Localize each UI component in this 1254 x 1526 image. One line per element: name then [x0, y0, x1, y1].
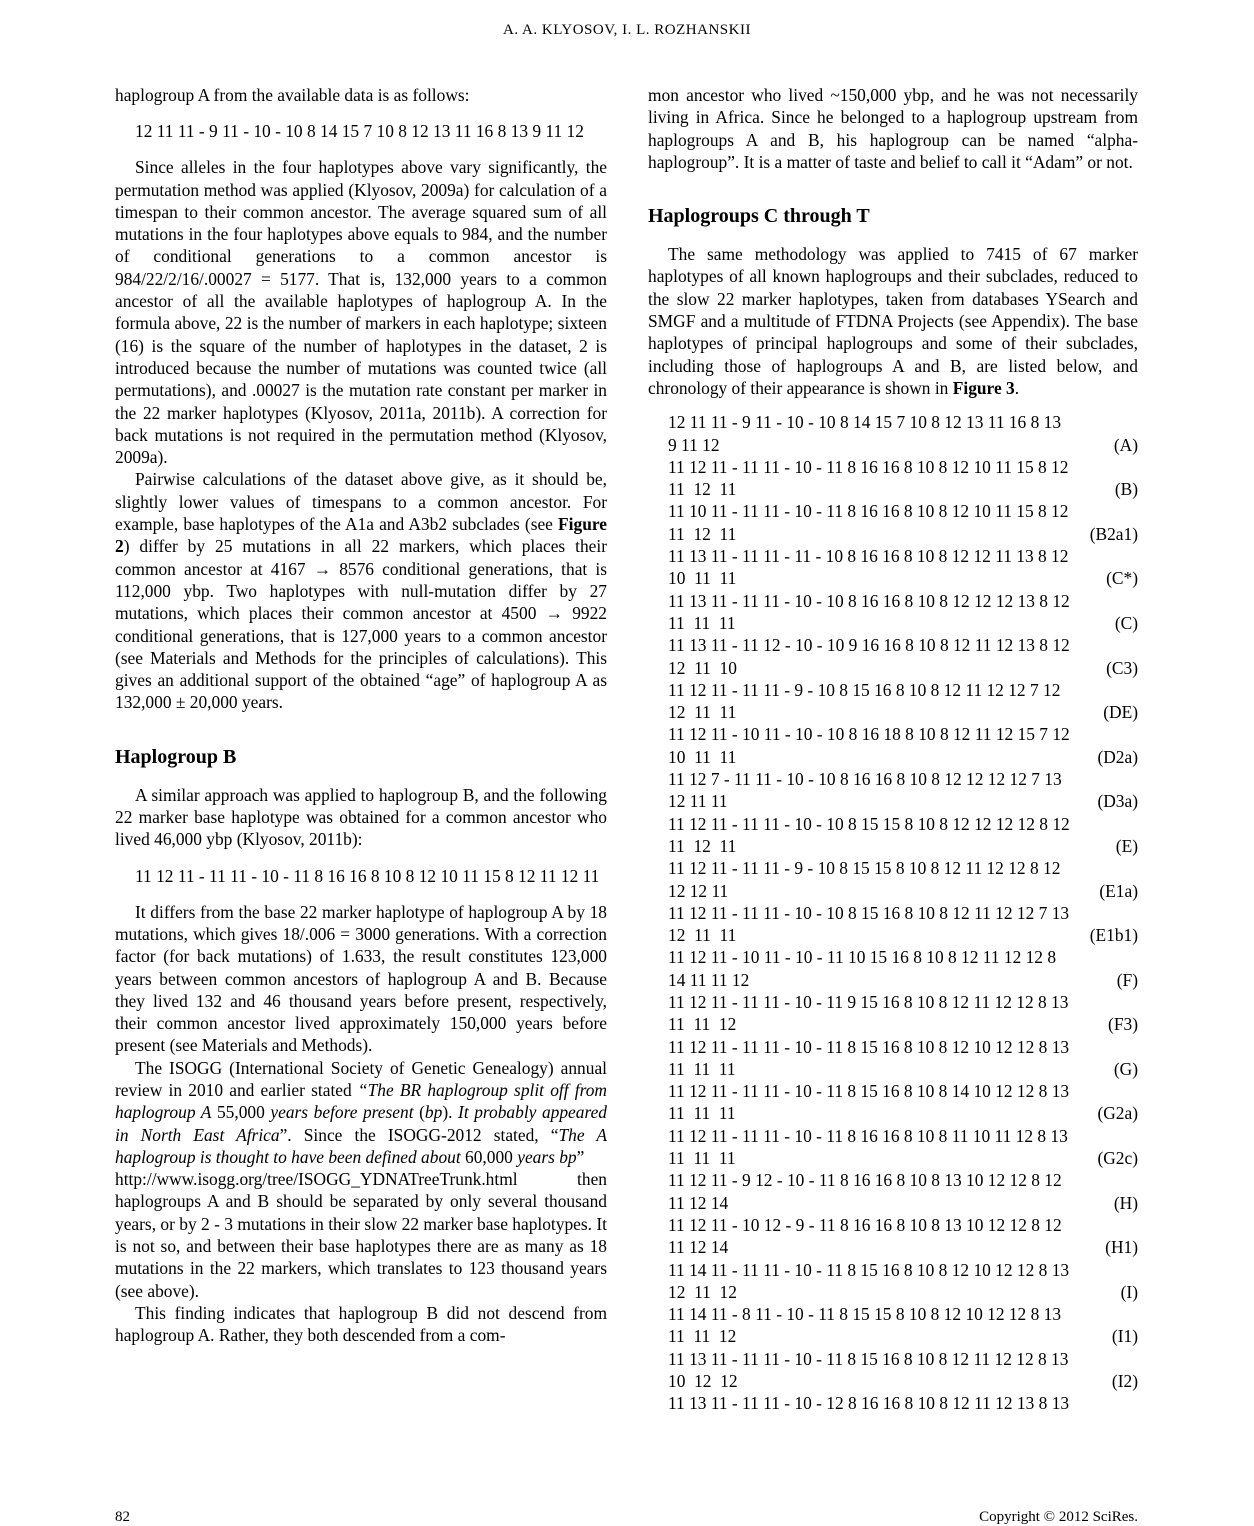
- haplogroup-label: (F): [1116, 969, 1138, 990]
- paragraph: It differs from the base 22 marker haplotype of haplogroup A by 18 mutations, which gives 18/.006 = 3000 generations. With a correction factor (for back mutations) of 1.633, the result constitutes 123,000 years between common ancestors of haplogroup A and B. Because they lived 132 and 46 thousand years before present, respectively, their common ancestor lived approximately 150,000 years before present (see Materials and Methods).: [115, 901, 607, 1056]
- haplotype-markers: 11 13 11 - 11 11 - 10 - 10 8 16 16 8 10 8 12 12 12 13 8 12: [668, 590, 1070, 611]
- haplogroup-label: (I2): [1111, 1371, 1138, 1392]
- haplotype-markers: 11 14 11 - 8 11 - 10 - 11 8 15 15 8 10 8 12 10 12 12 8 13: [668, 1304, 1062, 1325]
- haplotype-markers-cont: 11 12 11: [668, 835, 737, 856]
- haplotype-markers-cont: 12 11 10: [668, 657, 737, 678]
- haplotype-markers-cont: 11 11 12: [668, 1014, 737, 1035]
- haplotype-markers: 11 12 11 - 11 11 - 10 - 10 8 15 16 8 10 8 12 11 12 12 7 13: [668, 902, 1070, 923]
- haplotype-row: [668, 1192, 1138, 1214]
- haplotype-markers: 11 13 11 - 11 11 - 10 - 11 8 15 16 8 10 8 12 11 12 12 8 13: [668, 1348, 1069, 1369]
- haplotype-markers: 11 13 11 - 11 11 - 10 - 12 8 16 16 8 10 8 12 11 12 13 8 13: [668, 1393, 1070, 1414]
- haplotype-markers-cont: 10 12 12: [668, 1371, 738, 1392]
- haplotype-entry: [668, 946, 1138, 991]
- paragraph: A similar approach was applied to haplogroup B, and the following 22 marker base haplotype was obtained for a common ancestor who lived 46,000 ybp (Klyosov, 2011b):: [115, 784, 607, 850]
- haplotype-markers-cont: 11 11 12: [668, 1326, 737, 1347]
- haplotype-entry: [668, 679, 1138, 724]
- haplotype-b: 11 12 11 - 11 11 - 10 - 11 8 16 16 8 10 8 12 10 11 15 8 12 11 12 11: [135, 865, 600, 886]
- haplotype-entry: [668, 634, 1138, 679]
- section-heading: Haplogroup B: [115, 745, 237, 768]
- figure-ref: Figure 2: [115, 514, 607, 557]
- haplotype-entry: [668, 1303, 1138, 1348]
- paragraph: Pairwise calculations of the dataset above give, as it should be, slightly lower values of timespans to a common ancestor. For example, base haplotypes of the A1a and A3b2 subclades (see Figure 2) differ by 25 mutations in all 22 markers, which places their common ancestor at 4167 → 8576 conditional generations, that is 112,000 ybp. Two haplotypes with null-mutation differ by 27 mutations, which places their common ancestor at 4500 → 9922 conditional generations, that is 127,000 years to a common ancestor (see Materials and Methods for the principles of calculations). This gives an additional support of the obtained “age” of haplogroup A as 132,000 ± 20,000 years.: [115, 469, 607, 713]
- haplogroup-label: (B): [1114, 479, 1138, 500]
- haplotype-row: [668, 1325, 1138, 1347]
- haplotype-markers: 11 12 11 - 11 11 - 10 - 10 8 15 15 8 10 8 12 12 12 12 8 12: [668, 813, 1070, 834]
- haplotype-list: [668, 411, 1138, 1414]
- haplotype-markers-cont: 12 11 11: [668, 925, 737, 946]
- haplotype-row: [668, 612, 1138, 634]
- haplotype-entry: [668, 991, 1138, 1036]
- paragraph: Since alleles in the four haplotypes above vary significantly, the permutation method was applied (Klyosov, 2009a) for calculation of a timespan to their common ancestor. The average squared sum of all mutations in the four haplotypes above equals to 984, and the number of conditional generations to a common ancestor is 984/22/2/16/.00027 = 5177. That is, 132,000 years to a common ancestor of all the available haplotypes of haplogroup A. In the formula above, 22 is the number of markers in each haplotype; sixteen (16) is the square of the number of haplotypes in the dataset, 2 is introduced because the number of mutations was counted twice (all permutations), and .00027 is the mutation rate constant per marker in the 22 marker haplotypes (Klyosov, 2011a, 2011b). A correction for back mutations is not required in the permutation method (Klyosov, 2009a).: [115, 157, 607, 468]
- haplotype-markers: 11 12 7 - 11 11 - 10 - 10 8 16 16 8 10 8 12 12 12 12 7 13: [668, 769, 1062, 790]
- haplotype-row: [668, 835, 1138, 857]
- haplotype-row: [668, 701, 1138, 723]
- haplotype-row: [668, 434, 1138, 456]
- haplotype-markers-cont: 11 12 14: [668, 1237, 729, 1258]
- haplogroup-label: (I1): [1111, 1326, 1138, 1347]
- haplotype-entry: [668, 857, 1138, 902]
- haplotype-entry: [668, 902, 1138, 947]
- haplotype-markers-cont: 11 11 11: [668, 612, 736, 633]
- haplotype-row: [668, 969, 1138, 991]
- haplogroup-label: (E1a): [1099, 880, 1138, 901]
- haplotype-markers-cont: 10 11 11: [668, 568, 737, 589]
- haplotype-row: [668, 880, 1138, 902]
- haplotype-entry: [668, 411, 1138, 456]
- paragraph: The ISOGG (International Society of Genetic Genealogy) annual review in 2010 and earlier stated “The BR haplogroup split off from haplogroup A 55,000 years before present (bp). It probably appeared in North East Africa”. Since the ISOGG-2012 stated, “The A haplogroup is thought to have been defined about 60,000 years bp”: [115, 1057, 608, 1167]
- figure-ref: Figure 3: [952, 377, 1015, 398]
- page-number: 82: [115, 1509, 130, 1525]
- isogg-link[interactable]: http://www.isogg.org/tree/ISOGG_YDNATreeTrunk.html: [115, 1169, 518, 1190]
- haplotype-markers: 11 12 11 - 11 11 - 10 - 11 8 16 16 8 10 8 11 10 11 12 8 13: [668, 1125, 1068, 1146]
- haplotype-markers-cont: 11 11 11: [668, 1103, 736, 1124]
- haplotype-markers: 11 12 11 - 11 11 - 9 - 10 8 15 15 8 10 8 12 11 12 12 8 12: [668, 858, 1061, 879]
- haplogroup-label: (E): [1115, 835, 1138, 856]
- haplogroup-label: (E1b1): [1089, 925, 1138, 946]
- paragraph: haplogroup A from the available data is as follows:: [115, 85, 470, 105]
- haplotype-entry: [668, 813, 1138, 858]
- haplogroup-label: (DE): [1103, 702, 1138, 723]
- haplogroup-label: (C): [1114, 612, 1138, 633]
- haplotype-entry: [668, 768, 1138, 813]
- haplogroup-label: (G2c): [1097, 1148, 1138, 1169]
- haplotype-markers: 11 12 11 - 11 11 - 10 - 11 9 15 16 8 10 8 12 11 12 12 8 13: [668, 991, 1069, 1012]
- haplotype-markers: 11 10 11 - 11 11 - 10 - 11 8 16 16 8 10 8 12 10 11 15 8 12: [668, 501, 1069, 522]
- running-head: A. A. KLYOSOV, I. L. ROZHANSKII: [503, 22, 751, 38]
- haplotype-markers-cont: 11 11 11: [668, 1058, 736, 1079]
- haplotype-row: [668, 1013, 1138, 1035]
- haplotype-entry: [668, 723, 1138, 768]
- haplotype-entry: [668, 1036, 1138, 1081]
- haplotype-entry: [668, 1125, 1138, 1170]
- haplotype-row: [668, 1370, 1138, 1392]
- haplotype-entry: [668, 456, 1138, 501]
- haplotype-markers-cont: 11 12 11: [668, 479, 737, 500]
- haplotype-entry: [668, 1214, 1138, 1259]
- copyright: Copyright © 2012 SciRes.: [979, 1509, 1138, 1525]
- paragraph: The same methodology was applied to 7415 of 67 marker haplotypes of all known haplogroups and their subclades, reduced to the slow 22 marker haplotypes, taken from databases YSearch and SMGF and a multitude of FTDNA Projects (see Appendix). The base haplotypes of principal haplogroups and some of their subclades, including those of haplogroups A and B, are listed below, and chronology of their appearance is shown in Figure 3.: [648, 244, 1138, 398]
- haplotype-row: [668, 1281, 1138, 1303]
- haplotype-markers: 11 12 11 - 11 11 - 10 - 11 8 16 16 8 10 8 12 10 11 15 8 12: [668, 456, 1069, 477]
- haplogroup-label: (D2a): [1097, 746, 1138, 767]
- haplotype-entry: [668, 1392, 1138, 1414]
- haplotype-row: [668, 1102, 1138, 1124]
- haplotype-row: [668, 1058, 1138, 1080]
- haplotype-entry: [668, 1259, 1138, 1304]
- haplogroup-label: (C3): [1106, 657, 1138, 678]
- haplotype-row: [668, 1147, 1138, 1169]
- haplotype-markers-cont: 10 11 11: [668, 746, 737, 767]
- haplogroup-label: (G): [1113, 1058, 1138, 1079]
- haplotype-entry: [668, 590, 1138, 635]
- paragraph: mon ancestor who lived ~150,000 ybp, and he was not necessarily living in Africa. Since he belonged to a haplogroup upstream from haplogroups A and B, his haplogroup can be named “alpha-haplogroup”. It is a matter of taste and belief to call it “Adam” or not.: [648, 85, 1138, 172]
- haplotype-markers-cont: 11 12 11: [668, 523, 737, 544]
- haplogroup-label: (I): [1120, 1281, 1138, 1302]
- haplotype-markers-cont: 9 11 12: [668, 434, 720, 455]
- left-column: [115, 84, 607, 1347]
- haplotype-markers: 11 14 11 - 11 11 - 10 - 11 8 15 16 8 10 8 12 10 12 12 8 13: [668, 1259, 1070, 1280]
- haplotype-markers: 11 12 11 - 10 11 - 10 - 10 8 16 18 8 10 8 12 11 12 15 7 12: [668, 724, 1070, 745]
- haplotype-row: [668, 478, 1138, 500]
- haplotype-markers: 11 12 11 - 11 11 - 10 - 11 8 15 16 8 10 8 12 10 12 12 8 13: [668, 1036, 1070, 1057]
- haplogroup-label: (F3): [1108, 1014, 1138, 1035]
- haplotype-markers: 11 12 11 - 10 12 - 9 - 11 8 16 16 8 10 8 13 10 12 12 8 12: [668, 1214, 1062, 1235]
- haplotype-markers: 11 13 11 - 11 12 - 10 - 10 9 16 16 8 10 8 12 11 12 13 8 12: [668, 635, 1070, 656]
- haplogroup-label: (B2a1): [1089, 523, 1138, 544]
- haplotype-markers-cont: 11 11 11: [668, 1148, 736, 1169]
- haplotype-entry: [668, 1348, 1138, 1393]
- haplogroup-label: (H1): [1105, 1237, 1138, 1258]
- haplogroup-label: (D3a): [1097, 791, 1138, 812]
- haplotype-markers-cont: 12 11 12: [668, 1281, 737, 1302]
- paragraph: This finding indicates that haplogroup B did not descend from haplogroup A. Rather, they both descended from a com-: [115, 1302, 607, 1346]
- haplotype-row: [668, 523, 1138, 545]
- haplotype-markers-cont: 12 11 11: [668, 702, 737, 723]
- right-column: [648, 84, 1138, 1415]
- haplogroup-label: (A): [1113, 434, 1138, 455]
- paragraph: http://www.isogg.org/tree/ISOGG_YDNATreeTrunk.html then haplogroups A and B should be separated by only several thousand years, or by 2 - 3 mutations in their slow 22 marker base haplotypes. It is not so, and between their base haplotypes there are as many as 18 mutations in the 22 markers, which translates to 123 thousand years (see above).: [115, 1169, 607, 1301]
- haplotype-markers: 11 12 11 - 11 11 - 10 - 11 8 15 16 8 10 8 14 10 12 12 8 13: [668, 1081, 1070, 1102]
- haplotype-markers: 11 13 11 - 11 11 - 11 - 10 8 16 16 8 10 8 12 12 11 13 8 12: [668, 546, 1069, 567]
- haplotype-markers-cont: 12 11 11: [668, 791, 728, 812]
- haplotype-row: [668, 746, 1138, 768]
- haplotype-markers: 12 11 11 - 9 11 - 10 - 10 8 14 15 7 10 8 12 13 11 16 8 13: [668, 412, 1062, 433]
- haplotype-row: [668, 924, 1138, 946]
- haplotype-markers: 11 12 11 - 11 11 - 9 - 10 8 15 16 8 10 8 12 11 12 12 7 12: [668, 679, 1061, 700]
- haplotype-entry: [668, 1080, 1138, 1125]
- haplotype-entry: [668, 1169, 1138, 1214]
- haplotype-entry: [668, 545, 1138, 590]
- haplotype-markers-cont: 11 12 14: [668, 1192, 729, 1213]
- haplogroup-label: (H): [1113, 1192, 1138, 1213]
- haplotype-markers-cont: 14 11 11 12: [668, 969, 750, 990]
- haplotype-markers-cont: 12 12 11: [668, 880, 729, 901]
- haplotype-row: [668, 657, 1138, 679]
- section-heading: Haplogroups C through T: [648, 205, 870, 228]
- haplotype-markers: 11 12 11 - 10 11 - 10 - 11 10 15 16 8 10 8 12 11 12 12 8: [668, 947, 1057, 968]
- haplotype-row: [668, 790, 1138, 812]
- haplotype-row: [668, 567, 1138, 589]
- haplotype-entry: [668, 500, 1138, 545]
- haplogroup-label: (C*): [1106, 568, 1138, 589]
- haplotype-markers: 11 12 11 - 9 12 - 10 - 11 8 16 16 8 10 8 13 10 12 12 8 12: [668, 1170, 1062, 1191]
- haplogroup-label: (G2a): [1097, 1103, 1138, 1124]
- haplotype-row: [668, 1236, 1138, 1258]
- haplotype-a: 12 11 11 - 9 11 - 10 - 10 8 14 15 7 10 8 12 13 11 16 8 13 9 11 12: [135, 121, 584, 142]
